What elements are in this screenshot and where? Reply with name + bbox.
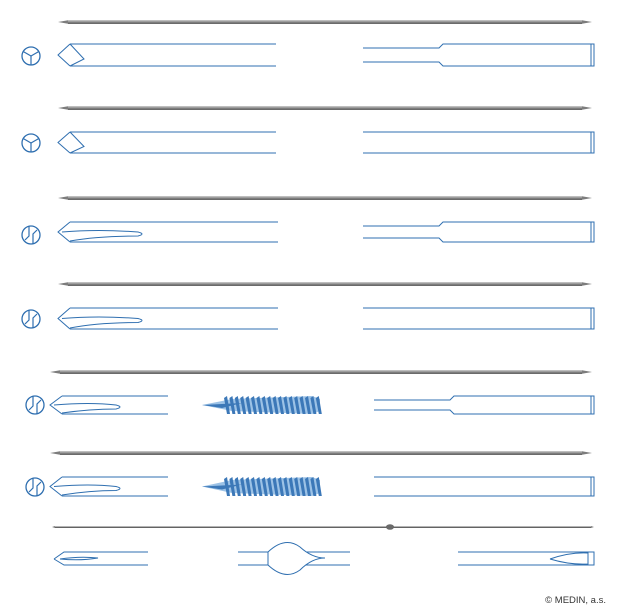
pin-shank-drawing-5 <box>374 396 594 414</box>
olive-wire-end-drawing <box>458 552 594 565</box>
diamond-tip-icon-5 <box>26 396 44 414</box>
pin-tip-drawing-6 <box>50 477 168 496</box>
pin-tip-drawing-3 <box>58 222 278 242</box>
pin-thread-drawing-6 <box>202 477 322 496</box>
olive-bead-drawing <box>238 543 350 575</box>
pin-photo-5 <box>50 370 592 374</box>
pin-tip-drawing-1 <box>58 44 276 66</box>
trocar-tip-icon-2 <box>22 134 40 152</box>
pin-photo-4 <box>58 282 592 286</box>
trocar-tip-icon-1 <box>22 47 40 65</box>
pin-thread-drawing-5 <box>202 396 322 414</box>
pin-shank-drawing-6 <box>374 477 594 496</box>
olive-bead-photo <box>386 524 394 530</box>
copyright-notice: © MEDIN, a.s. <box>545 595 606 606</box>
pin-photo-2 <box>58 106 592 110</box>
pin-photo-6 <box>50 451 592 455</box>
pin-shank-drawing-1 <box>363 44 594 66</box>
pin-shank-drawing-4 <box>363 308 594 329</box>
pin-photo-1 <box>58 20 592 24</box>
pin-tip-drawing-5 <box>50 396 168 414</box>
diamond-tip-icon-4 <box>22 310 40 328</box>
pin-tip-drawing-2 <box>58 132 276 153</box>
pin-shank-drawing-3 <box>363 222 594 242</box>
olive-wire-tip-drawing <box>54 552 148 565</box>
pin-tip-drawing-4 <box>58 308 278 329</box>
diamond-tip-icon-6 <box>26 478 44 496</box>
pin-shank-drawing-2 <box>363 132 594 153</box>
olive-wire-photo <box>52 526 594 528</box>
diamond-tip-icon-3 <box>22 226 40 244</box>
pin-photo-3 <box>58 196 592 200</box>
